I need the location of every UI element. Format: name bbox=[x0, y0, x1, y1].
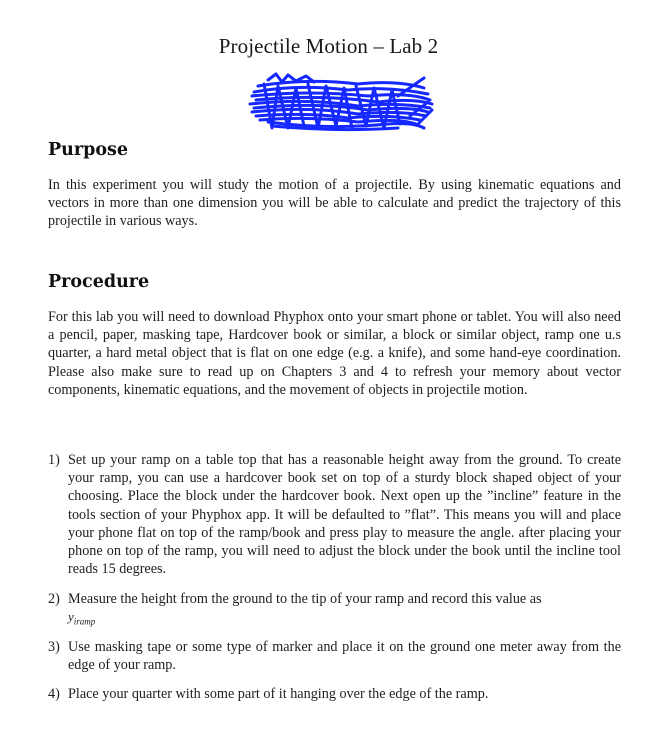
step-number: 1) bbox=[48, 452, 60, 468]
procedure-step-4 bbox=[48, 685, 621, 703]
step-text: Place your quarter with some part of it hanging over the edge of the ramp. bbox=[68, 686, 489, 702]
step-body bbox=[68, 590, 621, 631]
step-text: Set up your ramp on a table top that has a reasonable height away from the ground. To create your ramp, you can use a hardcover book set on top of a sturdy block shaped object of your choosing. Place the block under the hardcover book. Next open up the ”incline” feature in the tools section of your Phyphox app. It will be defaulted to ”flat”. This means you will and place your phone flat on top of the ramp/book and press play to measure the angle. after placing your phone on top of the ramp, you will need to adjust the block under the book until the incline tool reads 15 degrees. bbox=[68, 452, 621, 578]
redacted-author-scribble bbox=[248, 72, 434, 134]
math-subscript: iramp bbox=[73, 616, 96, 627]
step-number: 3) bbox=[48, 639, 60, 655]
step-text: Measure the height from the ground to the tip of your ramp and record this value as bbox=[68, 591, 542, 607]
procedure-step-1 bbox=[48, 451, 621, 578]
step-text: Use masking tape or some type of marker and place it on the ground one meter away from the edge of your ramp. bbox=[68, 639, 621, 674]
document-title: Projectile Motion – Lab 2 bbox=[218, 34, 439, 58]
procedure-paragraph: For this lab you will need to download Phyphox onto your smart phone or tablet. You will also need a pencil, paper, masking tape, Hardcover book or similar, a block or similar object, ramp one u.s quarter, a hard metal object that is flat on one edge (e.g. a knife), and some hand-eye coordination. Please also make sure to read up on Chapters 3 and 4 to refresh your memory about vector components, kinematic equations, and the movement of objects in projectile motion. bbox=[48, 309, 621, 398]
purpose-heading: Purpose bbox=[48, 140, 128, 160]
math-symbol: y bbox=[68, 609, 74, 625]
math-variable bbox=[68, 609, 96, 627]
step-number: 4) bbox=[48, 686, 60, 702]
procedure-heading: Procedure bbox=[48, 272, 150, 292]
purpose-paragraph: In this experiment you will study the motion of a projectile. By using kinematic equations and vectors in more than one dimension you will be able to calculate and predict the trajectory of this projectile in various ways. bbox=[48, 177, 621, 230]
procedure-step-2 bbox=[48, 590, 621, 631]
step-number: 2) bbox=[48, 591, 60, 607]
procedure-step-3 bbox=[48, 638, 621, 674]
